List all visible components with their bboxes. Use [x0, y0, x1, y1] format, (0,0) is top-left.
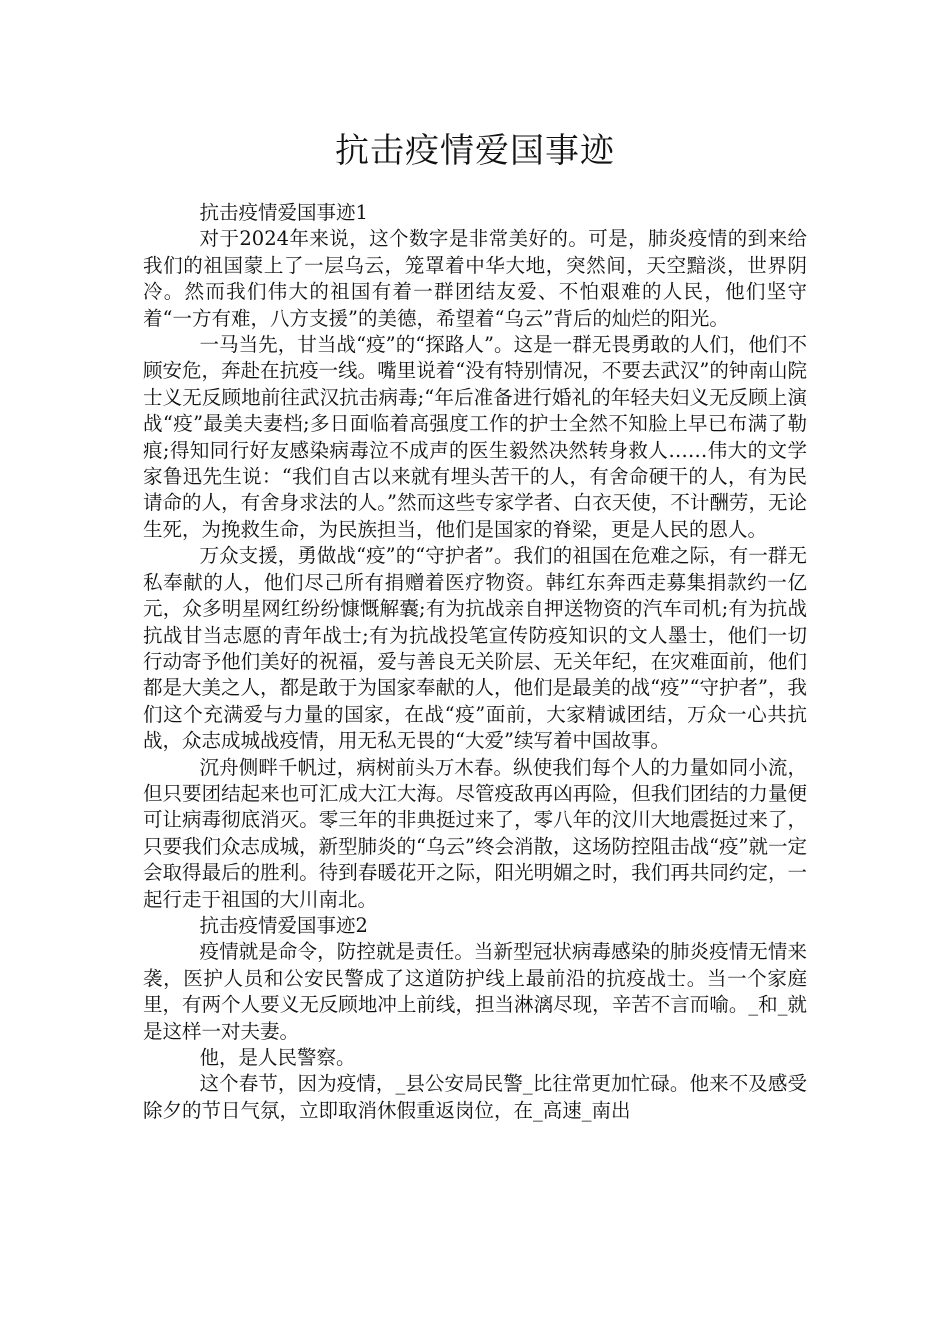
paragraph: 疫情就是命令，防控就是责任。当新型冠状病毒感染的肺炎疫情无情来袭，医护人员和公安民警成了这道防护线上最前沿的抗疫战士。当一个家庭里，有两个人要义无反顾地冲上前线，担当淋漓尽现，辛苦不言而喻。_和_就是这样一对夫妻。 [143, 940, 807, 1043]
section-heading-2: 抗击疫情爱国事迹2 [199, 913, 368, 937]
paragraph: 万众支援，勇做战“疫”的“守护者”。我们的祖国在危难之际，有一群无私奉献的人，他们尽己所有捐赠着医疗物资。韩红东奔西走募集捐款约一亿元，众多明星网红纷纷慷慨解囊;有为抗战亲自押送物资的汽车司机;有为抗战抗战甘当志愿的青年战士;有为抗战投笔宣传防疫知识的文人墨士，他们一切行动寄予他们美好的祝福，爱与善良无关阶层、无关年纪，在灾难面前，他们都是大美之人，都是敢于为国家奉献的人，他们是最美的战“疫”“守护者”，我们这个充满爱与力量的国家，在战“疫”面前，大家精诚团结，万众一心共抗战，众志成城战疫情，用无私无畏的“大爱”续写着中国故事。 [143, 544, 807, 753]
paragraph: 一马当先，甘当战“疫”的“探路人”。这是一群无畏勇敢的人们，他们不顾安危，奔赴在抗疫一线。嘴里说着“没有特别情况，不要去武汉”的钟南山院士义无反顾地前往武汉抗击病毒;“年后准备进行婚礼的年轻夫妇义无反顾上演战“疫”最美夫妻档;多日面临着高强度工作的护士全然不知脸上早已布满了勒痕;得知同行好友感染病毒泣不成声的医生毅然决然转身救人……伟大的文学家鲁迅先生说：“我们自古以来就有埋头苦干的人，有舍命硬干的人，有为民请命的人，有舍身求法的人。”然而这些专家学者、白衣天使，不计酬劳，无论生死，为挽救生命，为民族担当，他们是国家的脊梁，更是人民的恩人。 [143, 333, 807, 541]
document-title: 抗击疫情爱国事迹 [335, 131, 615, 171]
paragraph: 他，是人民警察。 [199, 1046, 356, 1069]
paragraph: 这个春节，因为疫情，_县公安局民警_比往常更加忙碌。他来不及感受除夕的节日气氛，立即取消休假重返岗位，在_高速_南出 [143, 1072, 807, 1122]
paragraph: 对于2024年来说，这个数字是非常美好的。可是，肺炎疫情的到来给我们的祖国蒙上了一层乌云，笼罩着中华大地，突然间，天空黯淡，世界阴冷。然而我们伟大的祖国有着一群团结友爱、不怕艰难的人民，他们坚守着“一方有难，八方支援”的美德，希望着“乌云”背后的灿烂的阳光。 [143, 227, 807, 330]
section-heading-1: 抗击疫情爱国事迹1 [199, 201, 368, 224]
paragraph: 沉舟侧畔千帆过，病树前头万木春。纵使我们每个人的力量如同小流，但只要团结起来也可汇成大江大海。尽管疫敌再凶再险，但我们团结的力量便可让病毒彻底消灭。零三年的非典挺过来了，零八年的汶川大地震挺过来了，只要我们众志成城，新型肺炎的“乌云”终会消散，这场防控阻击战“疫”就一定会取得最后的胜利。待到春暖花开之际，阳光明媚之时，我们再共同约定，一起行走于祖国的大川南北。 [143, 755, 807, 911]
document-body [143, 200, 807, 1124]
